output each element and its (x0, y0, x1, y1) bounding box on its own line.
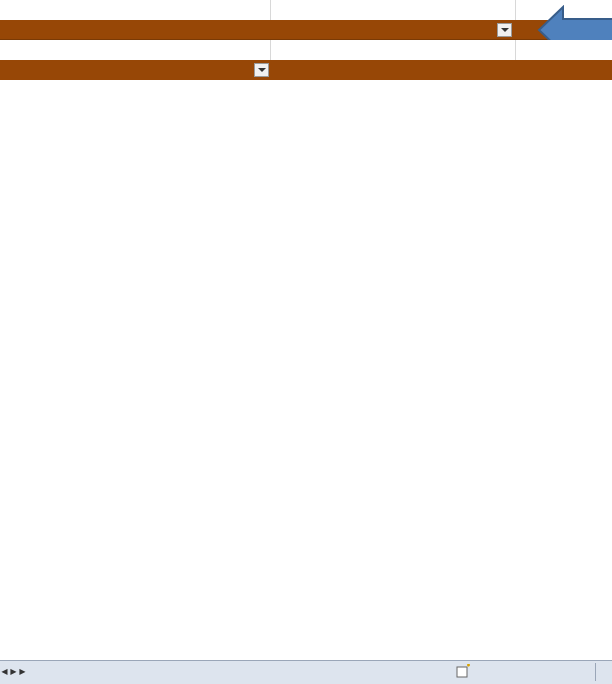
report-filter-row (0, 20, 612, 40)
prev-sheet-icon[interactable]: ▶ (10, 667, 17, 676)
first-sheet-icon[interactable]: ◀ (1, 667, 8, 676)
horizontal-scrollbar[interactable] (595, 663, 612, 681)
filter-dropdown-button[interactable] (497, 23, 512, 37)
sheet-tab-bar (0, 660, 612, 684)
filter-label (0, 20, 270, 40)
pivot-header-row (0, 60, 612, 80)
gridline (515, 40, 516, 60)
gridline (270, 0, 271, 20)
next-sheet-icon[interactable]: ▶ (19, 667, 26, 676)
row-labels-dropdown-button[interactable] (254, 63, 269, 77)
row-labels-header (0, 60, 270, 80)
gridline (270, 40, 271, 60)
total-header (515, 60, 612, 80)
gridline (515, 0, 516, 20)
empty-row (0, 40, 612, 60)
new-sheet-icon[interactable] (455, 664, 471, 678)
filter-value[interactable] (270, 20, 515, 40)
tab-navigation (0, 663, 27, 681)
sub-stage-header (270, 60, 515, 80)
